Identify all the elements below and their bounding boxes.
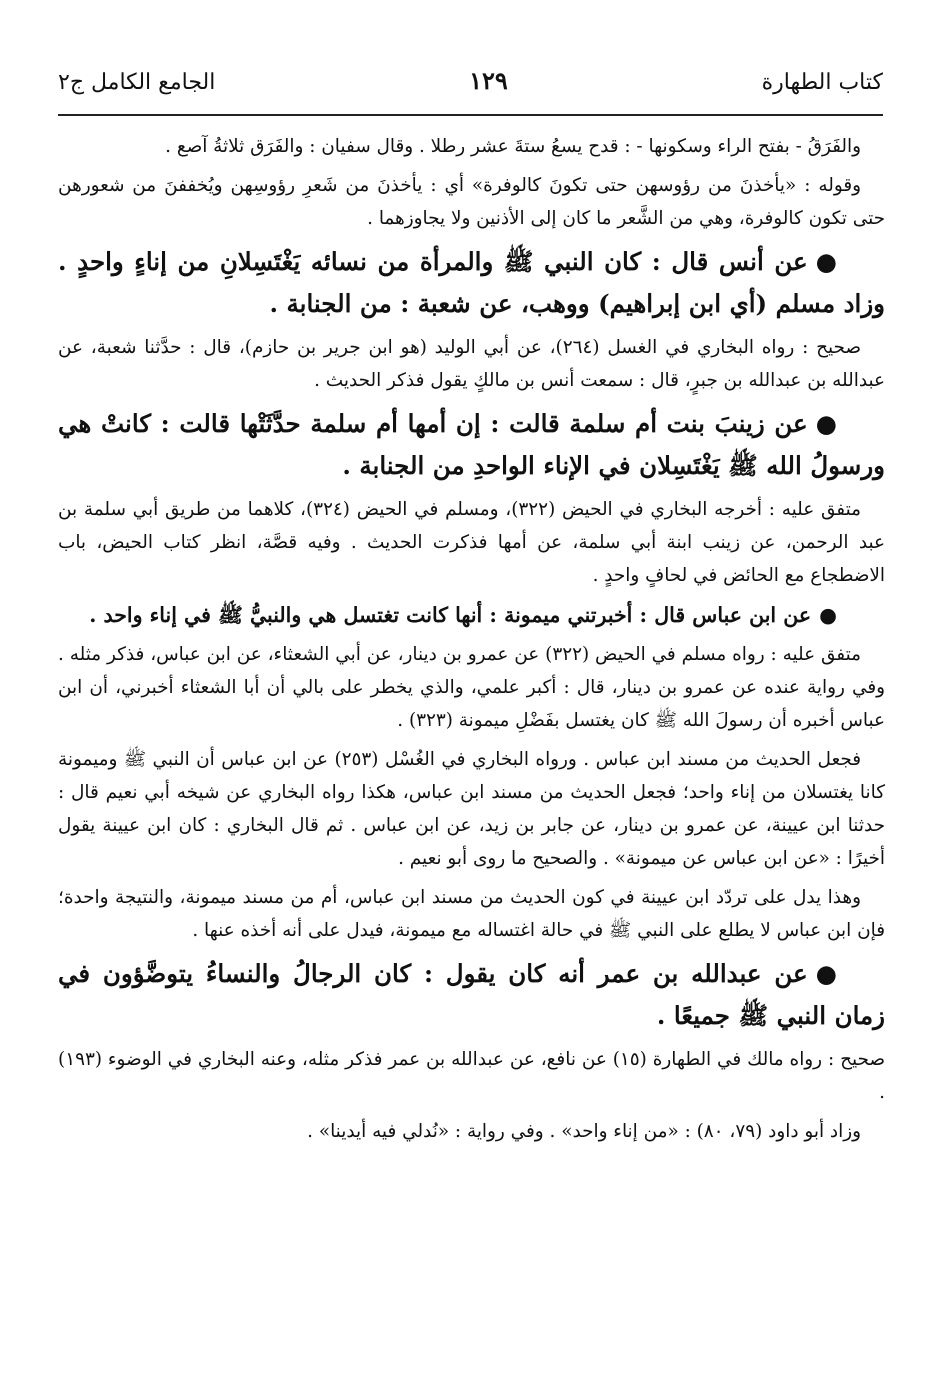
page-body xyxy=(58,130,885,1154)
hadith-paragraph: ●عن أنس قال : كان النبي ﷺ والمرأة من نسائه يَغْتَسِلانِ من إناءٍ واحدٍ . وزاد مسلم (أي ابن إبراهيم) ووهب، عن شعبة : من الجنابة . xyxy=(58,241,885,325)
note-paragraph: وزاد أبو داود (٧٩، ٨٠) : «من إناء واحد» . وفي رواية : «نُدلي فيه أيدينا» . xyxy=(307,1121,861,1142)
note-paragraph: والفَرَقُ - بفتح الراء وسكونها - : قدح يسعُ ستةَ عشر رطلا . وقال سفيان : والفَرَق ثلاثةُ آصع . xyxy=(165,136,861,157)
hadith-paragraph: ●عن عبدالله بن عمر أنه كان يقول : كان الرجالُ والنساءُ يتوضَّؤون في زمان النبي ﷺ جميعًا . xyxy=(58,953,885,1037)
page-number: ١٢٩ xyxy=(469,66,508,95)
note-paragraph: وهذا يدل على تردّد ابن عيينة في كون الحديث من مسند ابن عباس، أم من مسند ميمونة، والنتيجة واحدة؛ فإن ابن عباس لا يطلع على النبي ﷺ في حالة اغتساله مع ميمونة، فيدل على أنه أخذه عنها . xyxy=(58,887,885,941)
hadith-paragraph: ●عن زينبَ بنت أم سلمة قالت : إن أمها أم سلمة حدَّثَتْها قالت : كانتْ هي ورسولُ الله ﷺ يَغْتَسِلان في الإناء الواحدِ من الجنابة . xyxy=(58,403,885,487)
chapter-title: كتاب الطهارة xyxy=(761,70,883,95)
bullet-icon: ● xyxy=(815,959,837,988)
page-header xyxy=(58,66,883,106)
bullet-icon: ● xyxy=(819,603,837,627)
takhrij-paragraph: متفق عليه : رواه مسلم في الحيض (٣٢٢) عن عمرو بن دينار، عن أبي الشعثاء، عن ابن عباس، فذكر مثله . وفي رواية عنده عن عمرو بن دينار، قال : أكبر علمي، والذي يخطر على بالي أن أبا الشعثاء أخبرني، أن ابن عباس أخبره أن رسولَ الله ﷺ كان يغتسل بفَضْلِ ميمونة (٣٢٣) . xyxy=(58,644,885,731)
bullet-icon: ● xyxy=(815,409,837,438)
header-divider xyxy=(58,114,883,116)
takhrij-paragraph: صحيح : رواه مالك في الطهارة (١٥) عن نافع، عن عبدالله بن عمر فذكر مثله، وعنه البخاري في الوضوء (١٩٣) . xyxy=(58,1049,885,1103)
takhrij-paragraph: صحيح : رواه البخاري في الغسل (٢٦٤)، عن أبي الوليد (هو ابن جرير بن حازم)، قال : حدَّثنا شعبة، عن عبدالله بن عبدالله بن جبرٍ، قال : سمعت أنس بن مالكٍ يقول فذكر الحديث . xyxy=(58,337,885,391)
takhrij-paragraph: متفق عليه : أخرجه البخاري في الحيض (٣٢٢)، ومسلم في الحيض (٣٢٤)، كلاهما من طريق أبي سلمة بن عبد الرحمن، عن زينب ابنة أبي سلمة، عن أمها فذكرت الحديث . وفيه قصَّة، انظر كتاب الحيض، باب الاضطجاع مع الحائض في لحافٍ واحدٍ . xyxy=(58,499,885,586)
bullet-icon: ● xyxy=(815,247,837,276)
hadith-paragraph: ●عن ابن عباس قال : أخبرتني ميمونة : أنها كانت تغتسل هي والنبيُّ ﷺ في إناء واحد . xyxy=(58,598,885,632)
note-paragraph: فجعل الحديث من مسند ابن عباس . ورواه البخاري في الغُسْل (٢٥٣) عن ابن عباس أن النبي ﷺ وميمونة كانا يغتسلان من إناء واحد؛ فجعل الحديث من مسند ابن عباس، هكذا رواه البخاري عن شيخه أبي نعيم قال : حدثنا ابن عيينة، عن عمرو بن دينار، عن جابر بن زيد، عن ابن عباس . ثم قال البخاري : كان ابن عيينة يقول أخيرًا : «عن ابن عباس عن ميمونة» . والصحيح ما روى أبو نعيم . xyxy=(58,749,885,869)
book-title: الجامع الكامل ج٢ xyxy=(58,70,216,95)
note-paragraph: وقوله : «يأخذنَ من رؤوسهن حتى تكونَ كالوفرة» أي : يأخذنَ من شَعرِ رؤوسِهن ويُخففنَ من شعورهن حتى تكون كالوفرة، وهي من الشَّعر ما كان إلى الأذنين ولا يجاوزهما . xyxy=(58,175,885,229)
